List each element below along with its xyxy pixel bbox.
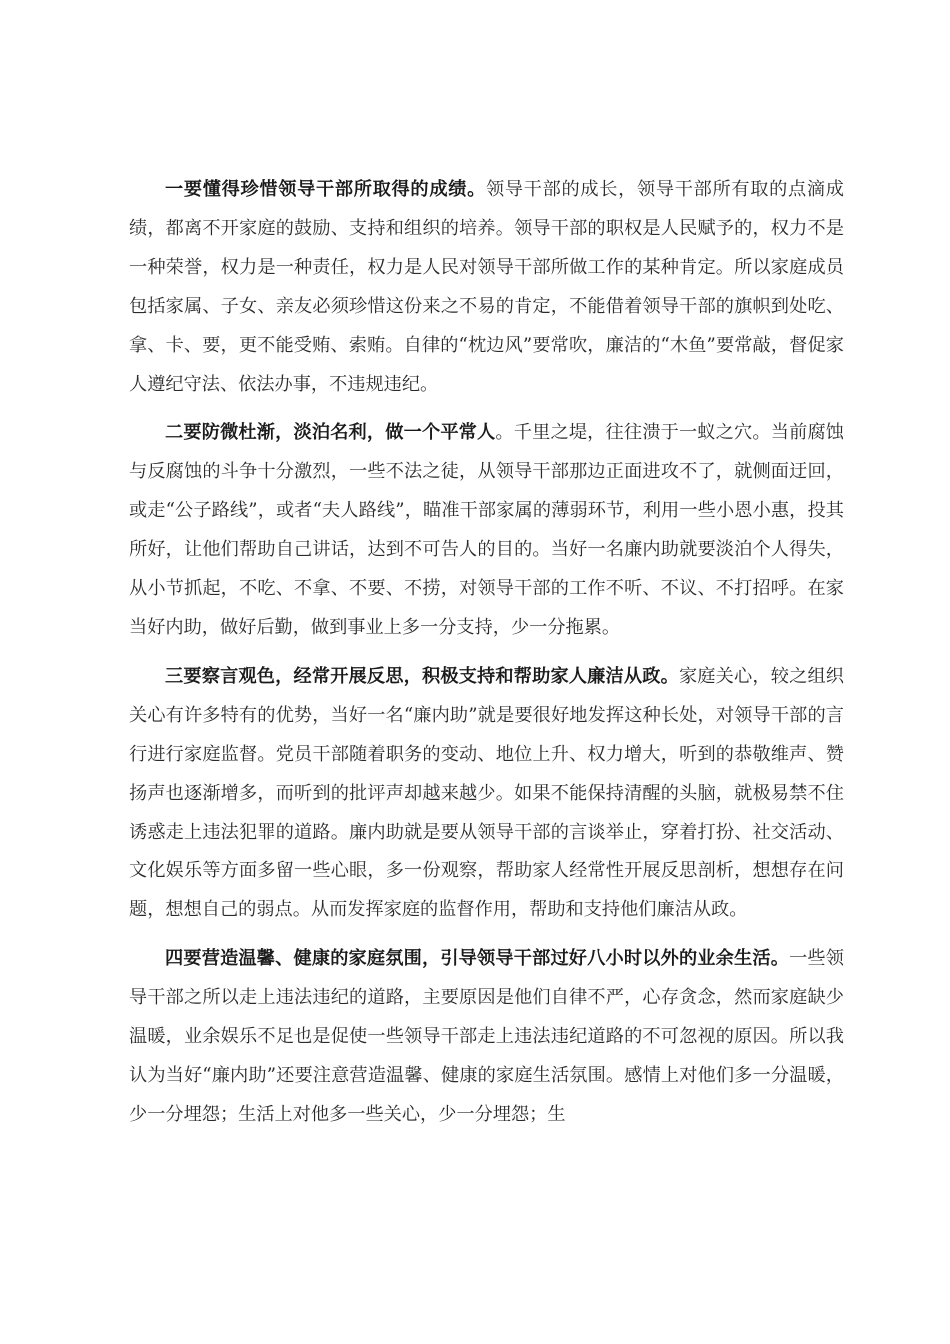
- paragraph-4-heading: 四要营造温馨、健康的家庭氛围，引导领导干部过好八小时以外的业余生活。: [165, 948, 790, 970]
- paragraph-2-heading: 二要防微杜渐，淡泊名利，做一个平常人: [165, 422, 496, 444]
- document-page: [129, 171, 844, 1145]
- paragraph-2-body: 。千里之堤，往往溃于一蚁之穴。当前腐蚀与反腐蚀的斗争十分激烈，一些不法之徒，从领导干部那边正面进攻不了，就侧面迂回，或走“公子路线”，或者“夫人路线”，瞄准干部家属的薄弱环节，利用一些小恩小惠，投其所好，让他们帮助自己讲话，达到不可告人的目的。当好一名廉内助就要淡泊个人得失，从小节抓起，不吃、不拿、不要、不捞，对领导干部的工作不听、不议、不打招呼。在家当好内助，做好后勤，做到事业上多一分支持，少一分拖累。: [129, 422, 844, 638]
- paragraph-1-body: 领导干部的成长，领导干部所有取的点滴成绩，都离不开家庭的鼓励、支持和组织的培养。领导干部的职权是人民赋予的，权力不是一种荣誉，权力是一种责任，权力是人民对领导干部所做工作的某种肯定。所以家庭成员包括家属、子女、亲友必须珍惜这份来之不易的肯定，不能借着领导干部的旗帜到处吃、拿、卡、要，更不能受贿、索贿。自律的“枕边风”要常吹，廉洁的“木鱼”要常敲，督促家人遵纪守法、依法办事，不违规违纪。: [129, 179, 844, 395]
- paragraph-3: [129, 658, 844, 930]
- paragraph-4: [129, 940, 844, 1135]
- paragraph-4-body: 一些领导干部之所以走上违法违纪的道路，主要原因是他们自律不严，心存贪念，然而家庭缺少温暖，业余娱乐不足也是促使一些领导干部走上违法违纪道路的不可忽视的原因。所以我认为当好“廉内助”还要注意营造温馨、健康的家庭生活氛围。感情上对他们多一分温暖，少一分埋怨；生活上对他多一些关心，少一分埋怨；生: [129, 948, 844, 1125]
- paragraph-2: [129, 414, 844, 647]
- paragraph-3-heading: 三要察言观色，经常开展反思，积极支持和帮助家人廉洁从政。: [165, 665, 679, 687]
- paragraph-3-body: 家庭关心，较之组织关心有许多特有的优势，当好一名“廉内助”就是要很好地发挥这种长处，对领导干部的言行进行家庭监督。党员干部随着职务的变动、地位上升、权力增大，听到的恭敬维声、赞扬声也逐渐增多，而听到的批评声却越来越少。如果不能保持清醒的头脑，就极易禁不住诱惑走上违法犯罪的道路。廉内助就是要从领导干部的言谈举止，穿着打扮、社交活动、文化娱乐等方面多留一些心眼，多一份观察，帮助家人经常性开展反思剖析，想想存在问题，想想自己的弱点。从而发挥家庭的监督作用，帮助和支持他们廉洁从政。: [129, 665, 844, 921]
- paragraph-1-heading: 一要懂得珍惜领导干部所取得的成绩。: [165, 179, 486, 200]
- paragraph-1: [129, 171, 844, 404]
